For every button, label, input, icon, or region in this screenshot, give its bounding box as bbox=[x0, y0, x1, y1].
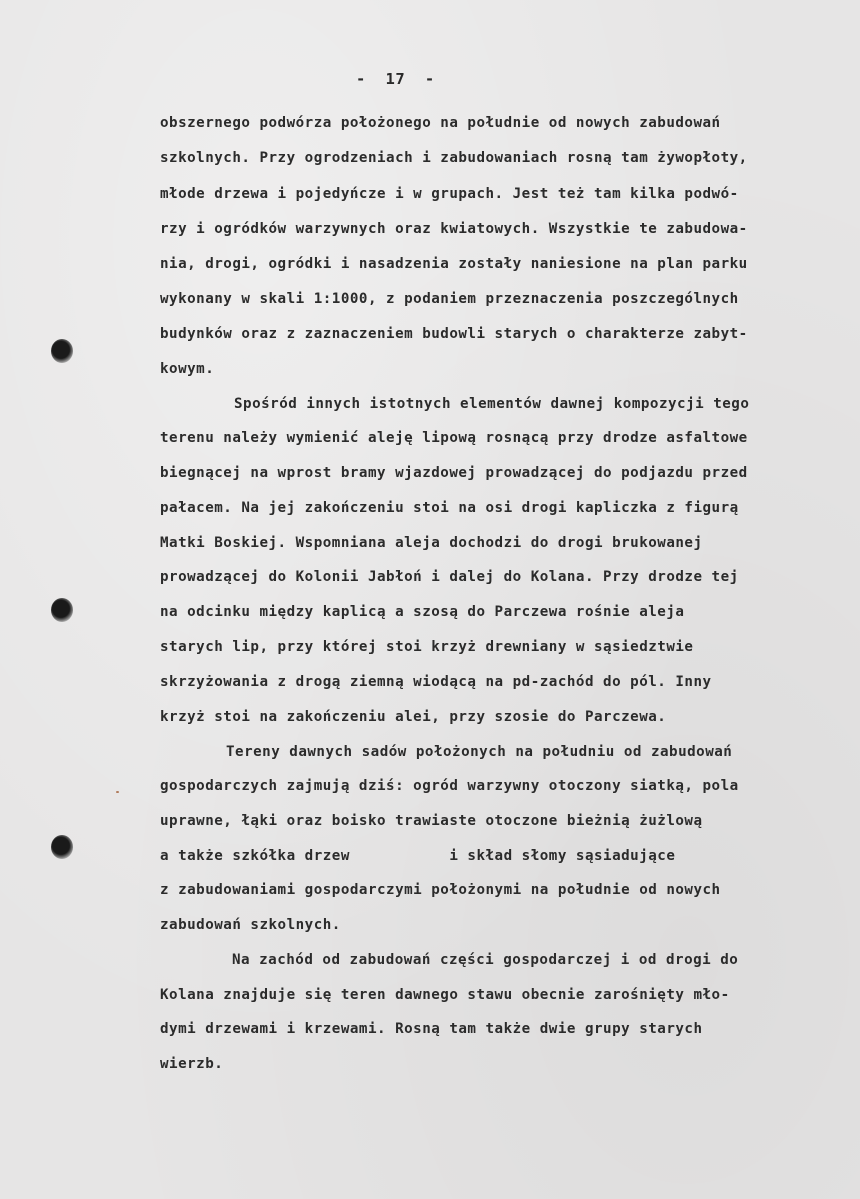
text-line: zabudowań szkolnych. bbox=[160, 917, 341, 933]
text-line: prowadzącej do Kolonii Jabłoń i dalej do Kolana. Przy drodze tej bbox=[160, 569, 739, 585]
text-line: szkolnych. Przy ogrodzeniach i zabudowaniach rosną tam żywopłoty, bbox=[160, 150, 748, 166]
text-line: Spośród innych istotnych elementów dawnej kompozycji tego bbox=[234, 396, 750, 412]
text-line: rzy i ogródków warzywnych oraz kwiatowych. Wszystkie te zabudowa- bbox=[160, 221, 748, 237]
text-line: a także szkółka drzew i skład słomy sąsiadujące bbox=[160, 848, 676, 864]
text-line: gospodarczych zajmują dziś: ogród warzywny otoczony siatką, pola bbox=[160, 778, 739, 794]
text-line: nia, drogi, ogródki i nasadzenia zostały naniesione na plan parku bbox=[160, 256, 748, 272]
text-line: Tereny dawnych sadów położonych na południu od zabudowań bbox=[226, 744, 733, 760]
page-number: - 17 - bbox=[356, 70, 435, 88]
text-line: budynków oraz z zaznaczeniem budowli starych o charakterze zabyt- bbox=[160, 326, 748, 342]
text-line: z zabudowaniami gospodarczymi położonymi na południe od nowych bbox=[160, 882, 721, 898]
text-line: starych lip, przy której stoi krzyż drewniany w sąsiedztwie bbox=[160, 639, 694, 655]
text-line: wierzb. bbox=[160, 1056, 224, 1072]
text-line: Matki Boskiej. Wspomniana aleja dochodzi do drogi brukowanej bbox=[160, 535, 703, 551]
text-line: biegnącej na wprost bramy wjazdowej prowadzącej do podjazdu przed bbox=[160, 465, 748, 481]
text-line: skrzyżowania z drogą ziemną wiodącą na pd-zachód do pól. Inny bbox=[160, 674, 712, 690]
paper-speck bbox=[116, 791, 119, 793]
text-line: na odcinku między kaplicą a szosą do Parczewa rośnie aleja bbox=[160, 604, 685, 620]
text-line: wykonany w skali 1:1000, z podaniem przeznaczenia poszczególnych bbox=[160, 291, 739, 307]
text-line: Na zachód od zabudowań części gospodarczej i od drogi do bbox=[232, 952, 739, 968]
text-line: Kolana znajduje się teren dawnego stawu obecnie zarośnięty mło- bbox=[160, 987, 730, 1003]
text-line: uprawne, łąki oraz boisko trawiaste otoczone bieżnią żużlową bbox=[160, 813, 703, 829]
text-line: kowym. bbox=[160, 361, 215, 377]
text-line: pałacem. Na jej zakończeniu stoi na osi drogi kapliczka z figurą bbox=[160, 500, 739, 516]
text-line: młode drzewa i pojedyńcze i w grupach. Jest też tam kilka podwó- bbox=[160, 186, 739, 202]
text-line: terenu należy wymienić aleję lipową rosnącą przy drodze asfaltowe bbox=[160, 430, 748, 446]
text-line: krzyż stoi na zakończeniu alei, przy szosie do Parczewa. bbox=[160, 709, 667, 725]
punch-hole bbox=[51, 598, 73, 622]
text-line: dymi drzewami i krzewami. Rosną tam także dwie grupy starych bbox=[160, 1021, 703, 1037]
punch-hole bbox=[51, 835, 73, 859]
punch-hole bbox=[51, 339, 73, 363]
text-line: obszernego podwórza położonego na południe od nowych zabudowań bbox=[160, 115, 721, 131]
